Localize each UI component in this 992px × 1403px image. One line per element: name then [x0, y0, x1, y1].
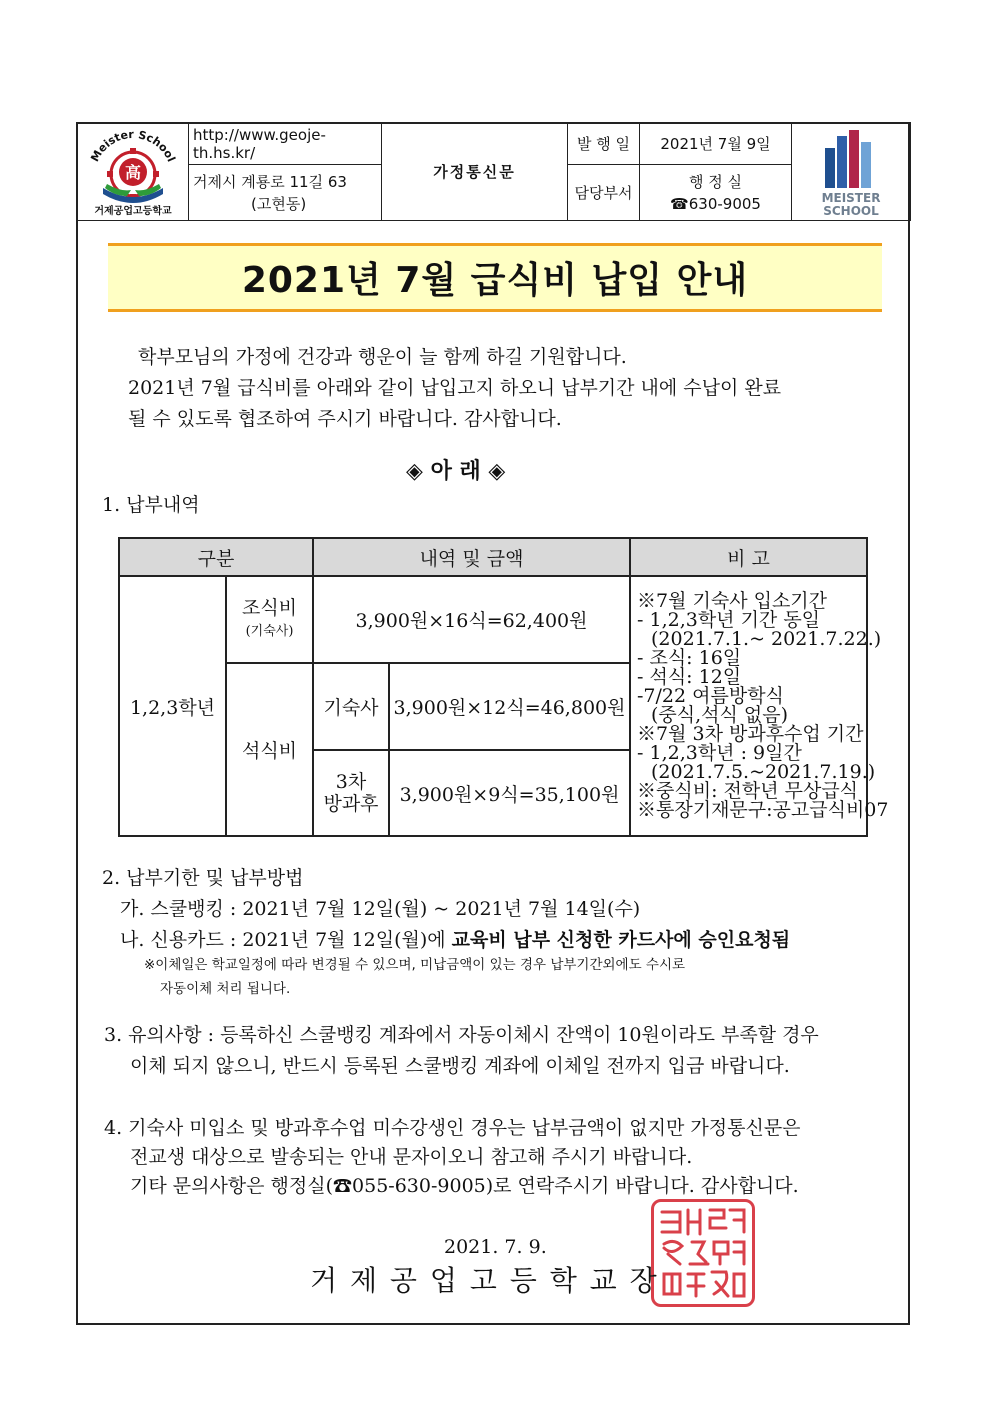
fee-notes — [630, 576, 889, 836]
header-table — [76, 122, 911, 221]
section2-title: 2. 납부기한 및 납부방법 — [102, 867, 304, 889]
fee-table — [118, 537, 889, 837]
page-title: 2021년 7월 급식비 납입 안내 — [241, 260, 749, 301]
note-item: ※중식비: 전학년 무상급식 — [637, 780, 859, 802]
section2-line-b — [120, 925, 790, 956]
meister-logo-cell — [792, 123, 911, 221]
section2-line-a: 가. 스쿨뱅킹 : 2021년 7월 12일(월) ~ 2021년 7월 14일(수) — [120, 898, 641, 920]
after-label-2: 방과후 — [323, 793, 379, 815]
section2-note1: ※이체일은 학교일정에 따라 변경될 수 있으며, 미납금액이 있는 경우 납부기간외에도 수시로 — [144, 957, 686, 973]
note-item: - 석식: 12일 — [637, 666, 742, 688]
col-note-header: 비 고 — [630, 538, 867, 576]
section4-line1: 4. 기숙사 미입소 및 방과후수업 미수강생인 경우는 납부금액이 없지만 가정통신문은 — [104, 1117, 801, 1139]
after-label-1: 3차 — [335, 771, 367, 793]
section1-title: 1. 납부내역 — [102, 494, 200, 516]
section4-line3: 기타 문의사항은 행정실(☎055-630-9005)로 연락주시기 바랍니다. 감사합니다. — [130, 1175, 799, 1197]
principal-name: 거 제 공 업 고 등 학 교 장 — [310, 1264, 659, 1297]
line-b-bold: 교육비 납부 신청한 카드사에 승인요청됨 — [451, 929, 791, 951]
dorm-label: 기숙사 — [313, 663, 389, 750]
grade-cell: 1,2,3학년 — [119, 576, 226, 836]
address-line1: 거제시 계룡로 11길 63 — [193, 172, 347, 191]
meister-school-logo-icon — [811, 126, 891, 218]
svg-text:거제공업고등학교: 거제공업고등학교 — [93, 205, 172, 217]
svg-text:MEISTER: MEISTER — [821, 190, 881, 205]
after-school-amount: 3,900원×9식=35,100원 — [389, 750, 630, 836]
breakfast-sub: (기숙사) — [245, 623, 294, 639]
official-seal — [651, 1199, 755, 1307]
svg-text:SCHOOL: SCHOOL — [823, 203, 879, 218]
note-item: -7/22 여름방학식 — [637, 685, 784, 707]
note-item: (중식,석식 없음) — [651, 704, 789, 726]
school-url[interactable]: http://www.geoje-th.hs.kr/ — [189, 123, 382, 165]
dorm-amount: 3,900원×12식=46,800원 — [389, 663, 630, 750]
note-item: ※통장기재문구:공고급식비07 — [637, 799, 889, 821]
dept-cell — [640, 165, 792, 221]
section4-line2: 전교생 대상으로 발송되는 안내 문자이오니 참고해 주시기 바랍니다. — [130, 1146, 693, 1168]
footer-date: 2021. 7. 9. — [444, 1236, 547, 1258]
section3-line2: 이체 되지 않으니, 반드시 등록된 스쿨뱅킹 계좌에 이체일 전까지 입금 바랍니다. — [130, 1055, 790, 1077]
issue-date: 2021년 7월 9일 — [640, 123, 792, 165]
intro-line2: 2021년 7월 급식비를 아래와 같이 납입고지 하오니 납부기간 내에 수납이 완료 — [128, 377, 782, 399]
title-banner — [108, 243, 882, 312]
breakfast-label-cell — [226, 576, 313, 663]
dept-label: 담당부서 — [568, 165, 640, 221]
school-logo-cell — [77, 123, 189, 221]
note-item: ※7월 3차 방과후수업 기간 — [637, 723, 864, 745]
intro-line1: 학부모님의 가정에 건강과 행운이 늘 함께 하길 기원합니다. — [138, 346, 627, 368]
section3-line1: 3. 유의사항 : 등록하신 스쿨뱅킹 계좌에서 자동이체시 잔액이 10원이라도 부족할 경우 — [104, 1024, 819, 1046]
section2-note2: 자동이체 처리 됩니다. — [160, 981, 291, 997]
dept-phone: ☎630-9005 — [670, 194, 761, 213]
issue-date-label: 발 행 일 — [568, 123, 640, 165]
doc-type: 가정통신문 — [382, 123, 568, 221]
note-item: - 1,2,3학년 기간 동일 — [637, 609, 821, 631]
school-address — [189, 165, 382, 221]
note-item: - 조식: 16일 — [637, 647, 742, 669]
school-logo-icon — [81, 126, 185, 218]
svg-text:Meister School: Meister School — [87, 127, 178, 164]
after-school-label — [313, 750, 389, 836]
col-detail-header: 내역 및 금액 — [313, 538, 630, 576]
breakfast-amount: 3,900원×16식=62,400원 — [313, 576, 630, 663]
dept-name: 행 정 실 — [688, 172, 742, 191]
address-line2: (고현동) — [251, 194, 307, 213]
below-heading: ◈ 아 래 ◈ — [406, 458, 506, 484]
seal-icon — [654, 1202, 752, 1304]
note-item: (2021.7.5.~2021.7.19.) — [651, 761, 876, 783]
col-category-header: 구분 — [119, 538, 313, 576]
note-item: (2021.7.1.~ 2021.7.22.) — [651, 628, 882, 650]
line-b-plain: 나. 신용카드 : 2021년 7월 12일(월)에 — [120, 929, 446, 951]
note-item: - 1,2,3학년 : 9일간 — [637, 742, 802, 764]
note-item: ※7월 기숙사 입소기간 — [637, 590, 828, 612]
dinner-label: 석식비 — [226, 663, 313, 836]
breakfast-label: 조식비 — [241, 596, 298, 619]
intro-line3: 될 수 있도록 협조하여 주시기 바랍니다. 감사합니다. — [128, 408, 562, 430]
svg-text:高: 高 — [124, 162, 141, 182]
